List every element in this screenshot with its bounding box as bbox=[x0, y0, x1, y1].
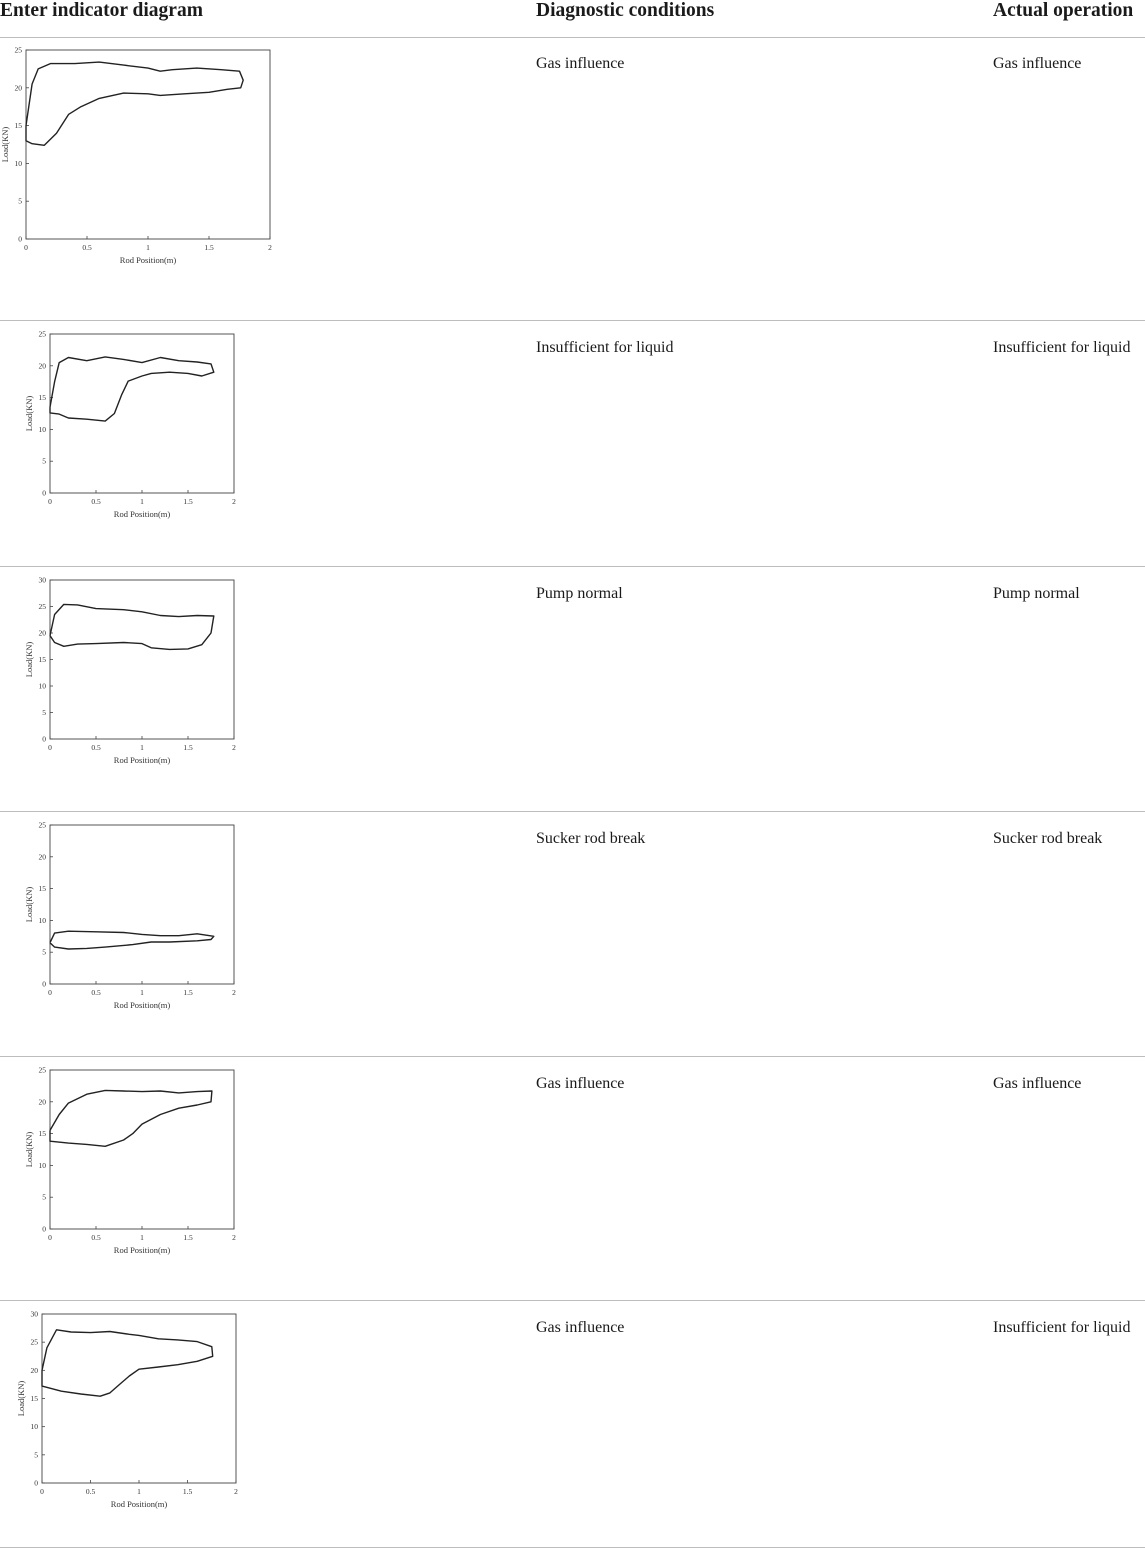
actual-operation: Pump normal bbox=[993, 585, 1080, 602]
x-axis-label: Rod Position(m) bbox=[113, 755, 171, 765]
y-tick-label: 30 bbox=[30, 1309, 38, 1319]
y-axis-label: Load(KN) bbox=[24, 395, 34, 432]
y-tick-label: 25 bbox=[30, 1337, 38, 1347]
x-tick-label: 1 bbox=[140, 497, 144, 506]
x-tick-label: 2 bbox=[232, 743, 236, 752]
x-tick-label: 2 bbox=[234, 1487, 238, 1496]
x-tick-label: 0.5 bbox=[85, 1487, 96, 1496]
header-diagnostic-conditions: Diagnostic conditions bbox=[536, 0, 715, 21]
indicator-diagram-chart bbox=[24, 820, 264, 1020]
y-tick-label: 25 bbox=[14, 45, 22, 55]
y-tick-label: 5 bbox=[42, 947, 46, 957]
indicator-curve bbox=[50, 931, 214, 949]
y-tick-label: 15 bbox=[38, 655, 46, 664]
table-row bbox=[0, 321, 1145, 567]
diagnostic-condition: Insufficient for liquid bbox=[536, 339, 674, 356]
actual-operation: Insufficient for liquid bbox=[993, 339, 1131, 356]
y-tick-label: 10 bbox=[30, 1422, 38, 1432]
x-tick-label: 1 bbox=[140, 988, 144, 997]
y-tick-label: 20 bbox=[38, 361, 46, 371]
indicator-curve bbox=[50, 1090, 212, 1146]
x-axis-label: Rod Position(m) bbox=[113, 1245, 171, 1255]
indicator-diagram-chart bbox=[24, 1065, 264, 1265]
y-tick-label: 5 bbox=[42, 1192, 46, 1202]
x-tick-label: 0.5 bbox=[91, 988, 101, 997]
y-tick-label: 10 bbox=[38, 681, 46, 691]
x-tick-label: 1 bbox=[140, 743, 144, 752]
x-tick-label: 0.5 bbox=[82, 243, 92, 252]
plot-frame bbox=[42, 1314, 236, 1483]
x-tick-label: 1.5 bbox=[183, 1233, 193, 1242]
x-tick-label: 1 bbox=[140, 1233, 144, 1242]
diagnostic-condition: Gas influence bbox=[536, 1319, 625, 1336]
y-axis-label: Load(KN) bbox=[24, 1131, 34, 1168]
indicator-curve bbox=[26, 62, 243, 145]
x-tick-label: 1.5 bbox=[183, 497, 193, 506]
x-tick-label: 0 bbox=[24, 243, 28, 252]
x-tick-label: 0 bbox=[48, 497, 52, 506]
actual-operation: Sucker rod break bbox=[993, 830, 1103, 847]
y-axis-label: Load(KN) bbox=[24, 886, 34, 923]
y-tick-label: 25 bbox=[38, 1065, 46, 1075]
y-tick-label: 10 bbox=[14, 158, 22, 168]
table-row bbox=[0, 1301, 1145, 1548]
y-tick-label: 15 bbox=[30, 1394, 38, 1403]
indicator-curve bbox=[42, 1330, 213, 1396]
x-tick-label: 2 bbox=[232, 988, 236, 997]
y-tick-label: 25 bbox=[38, 602, 46, 611]
table-header bbox=[0, 0, 1145, 38]
indicator-curve bbox=[50, 604, 214, 649]
x-tick-label: 1 bbox=[146, 243, 150, 252]
table-row bbox=[0, 37, 1145, 321]
x-tick-label: 0 bbox=[40, 1487, 44, 1496]
y-tick-label: 10 bbox=[38, 915, 46, 925]
x-tick-label: 1.5 bbox=[183, 988, 193, 997]
y-tick-label: 5 bbox=[42, 708, 46, 717]
y-tick-label: 20 bbox=[38, 852, 46, 862]
y-tick-label: 20 bbox=[14, 83, 22, 93]
y-tick-label: 20 bbox=[38, 1097, 46, 1107]
y-tick-label: 10 bbox=[38, 1160, 46, 1170]
y-tick-label: 15 bbox=[38, 393, 46, 403]
plot-frame bbox=[50, 580, 234, 739]
x-tick-label: 1.5 bbox=[204, 243, 214, 252]
y-tick-label: 25 bbox=[38, 329, 46, 339]
y-tick-label: 0 bbox=[42, 734, 46, 744]
x-tick-label: 1 bbox=[137, 1487, 141, 1496]
plot-frame bbox=[50, 1070, 234, 1229]
y-tick-label: 0 bbox=[42, 1224, 46, 1234]
actual-operation: Gas influence bbox=[993, 1075, 1082, 1092]
y-tick-label: 20 bbox=[30, 1365, 38, 1375]
y-tick-label: 10 bbox=[38, 424, 46, 434]
indicator-diagram-chart bbox=[24, 575, 264, 775]
x-tick-label: 2 bbox=[232, 1233, 236, 1242]
x-tick-label: 0 bbox=[48, 988, 52, 997]
y-tick-label: 15 bbox=[14, 121, 22, 131]
actual-operation: Gas influence bbox=[993, 55, 1082, 72]
x-tick-label: 2 bbox=[232, 497, 236, 506]
x-tick-label: 0 bbox=[48, 1233, 52, 1242]
y-tick-label: 0 bbox=[18, 234, 22, 244]
header-actual-operation: Actual operation bbox=[993, 0, 1134, 21]
indicator-diagram-chart bbox=[0, 45, 300, 275]
plot-frame bbox=[50, 825, 234, 984]
y-tick-label: 15 bbox=[38, 884, 46, 894]
y-axis-label: Load(KN) bbox=[16, 1380, 26, 1417]
x-tick-label: 0.5 bbox=[91, 1233, 101, 1242]
table-row bbox=[0, 567, 1145, 812]
indicator-curve bbox=[50, 357, 214, 421]
plot-frame bbox=[26, 50, 270, 239]
y-tick-label: 30 bbox=[38, 575, 46, 585]
y-tick-label: 15 bbox=[38, 1129, 46, 1139]
x-tick-label: 1.5 bbox=[182, 1487, 193, 1496]
diagnostic-condition: Gas influence bbox=[536, 1075, 625, 1092]
x-tick-label: 2 bbox=[268, 243, 272, 252]
y-tick-label: 5 bbox=[42, 456, 46, 466]
x-tick-label: 0 bbox=[48, 743, 52, 752]
y-axis-label: Load(KN) bbox=[24, 641, 34, 678]
y-tick-label: 20 bbox=[38, 628, 46, 638]
x-axis-label: Rod Position(m) bbox=[119, 255, 177, 265]
x-tick-label: 0.5 bbox=[91, 497, 101, 506]
x-tick-label: 0.5 bbox=[91, 743, 101, 752]
x-axis-label: Rod Position(m) bbox=[113, 509, 171, 519]
table-row bbox=[0, 812, 1145, 1057]
x-axis-label: Rod Position(m) bbox=[110, 1499, 168, 1509]
header-indicator-diagram: Enter indicator diagram bbox=[0, 0, 203, 21]
y-tick-label: 5 bbox=[34, 1450, 38, 1460]
diagnostic-condition: Gas influence bbox=[536, 55, 625, 72]
y-tick-label: 25 bbox=[38, 820, 46, 830]
x-tick-label: 1.5 bbox=[183, 743, 193, 752]
diagnostic-condition: Pump normal bbox=[536, 585, 623, 602]
y-tick-label: 5 bbox=[18, 196, 22, 206]
indicator-diagram-chart bbox=[16, 1309, 266, 1519]
x-axis-label: Rod Position(m) bbox=[113, 1000, 171, 1010]
diagnostic-condition: Sucker rod break bbox=[536, 830, 646, 847]
plot-frame bbox=[50, 334, 234, 493]
y-tick-label: 0 bbox=[42, 979, 46, 989]
y-tick-label: 0 bbox=[34, 1478, 38, 1488]
y-tick-label: 0 bbox=[42, 488, 46, 498]
y-axis-label: Load(KN) bbox=[0, 126, 10, 163]
table-row bbox=[0, 1057, 1145, 1301]
indicator-diagram-chart bbox=[24, 329, 264, 529]
actual-operation: Insufficient for liquid bbox=[993, 1319, 1131, 1336]
